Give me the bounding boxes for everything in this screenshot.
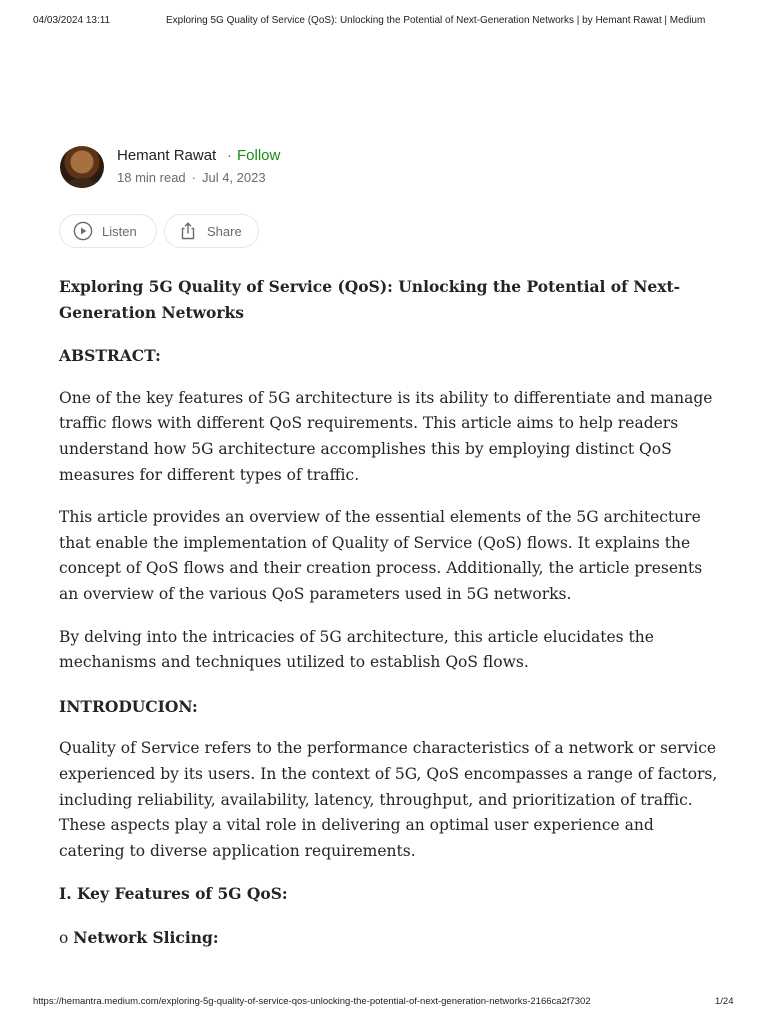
share-icon xyxy=(178,221,198,241)
abstract-paragraph-2: This article provides an overview of the essential elements of the 5G architecture that enable the implementation of Quality of Service (QoS) flows. It explains the concept of QoS flows and their creation process. Additionally, the article presents an overview of the various QoS parameters used in 5G networks. xyxy=(59,508,703,603)
abstract-heading: ABSTRACT: xyxy=(59,346,161,366)
bullet-marker: o xyxy=(59,928,69,947)
abstract-paragraph-3: By delving into the intricacies of 5G architecture, this article elucidates the mechanisms and techniques utilized to establish QoS flows. xyxy=(59,627,654,672)
publish-date: Jul 4, 2023 xyxy=(202,170,266,185)
section-1-heading: I. Key Features of 5G QoS: xyxy=(59,884,288,904)
author-name-link[interactable]: Hemant Rawat xyxy=(117,147,217,164)
listen-label: Listen xyxy=(102,223,137,239)
share-button[interactable] xyxy=(164,214,259,248)
avatar[interactable] xyxy=(60,146,104,188)
bullet-network-slicing xyxy=(59,925,719,952)
article-body xyxy=(59,274,719,951)
article-title: Exploring 5G Quality of Service (QoS): Unlocking the Potential of Next-Generation Networks xyxy=(59,277,681,322)
author-bar xyxy=(60,146,460,188)
abstract-paragraph-1: One of the key features of 5G architecture is its ability to differentiate and manage traffic flows with different QoS requirements. This article aims to help readers understand how 5G architecture accomplishes this by employing distinct QoS measures for different types of traffic. xyxy=(59,388,713,484)
print-url: https://hemantra.medium.com/exploring-5g-quality-of-service-qos-unlocking-the-potential-of-next-generation-networks-2166ca2f7302 xyxy=(33,996,591,1007)
print-page-title: Exploring 5G Quality of Service (QoS): Unlocking the Potential of Next-Generation Networks | by Hemant Rawat | Medium xyxy=(166,15,706,26)
bullet-network-slicing-heading: Network Slicing: xyxy=(73,927,219,947)
meta-separator: · xyxy=(191,170,196,185)
introduction-paragraph-1: Quality of Service refers to the performance characteristics of a network or service experienced by its users. In the context of 5G, QoS encompasses a range of factors, including reliability, availability, latency, throughput, and prioritization of traffic. These aspects play a vital role in delivering an optimal user experience and catering to diverse application requirements. xyxy=(59,739,718,860)
introduction-heading: INTRODUCION: xyxy=(59,696,198,716)
listen-button[interactable] xyxy=(59,214,157,248)
read-time: 18 min read xyxy=(117,170,186,185)
follow-button[interactable]: Follow xyxy=(237,147,281,164)
article-meta xyxy=(117,170,266,185)
play-circle-icon xyxy=(73,221,93,241)
print-page-number: 1/24 xyxy=(715,996,734,1007)
share-label: Share xyxy=(207,223,242,239)
author-dot-separator: · xyxy=(227,147,232,164)
print-timestamp: 04/03/2024 13:11 xyxy=(33,15,111,26)
